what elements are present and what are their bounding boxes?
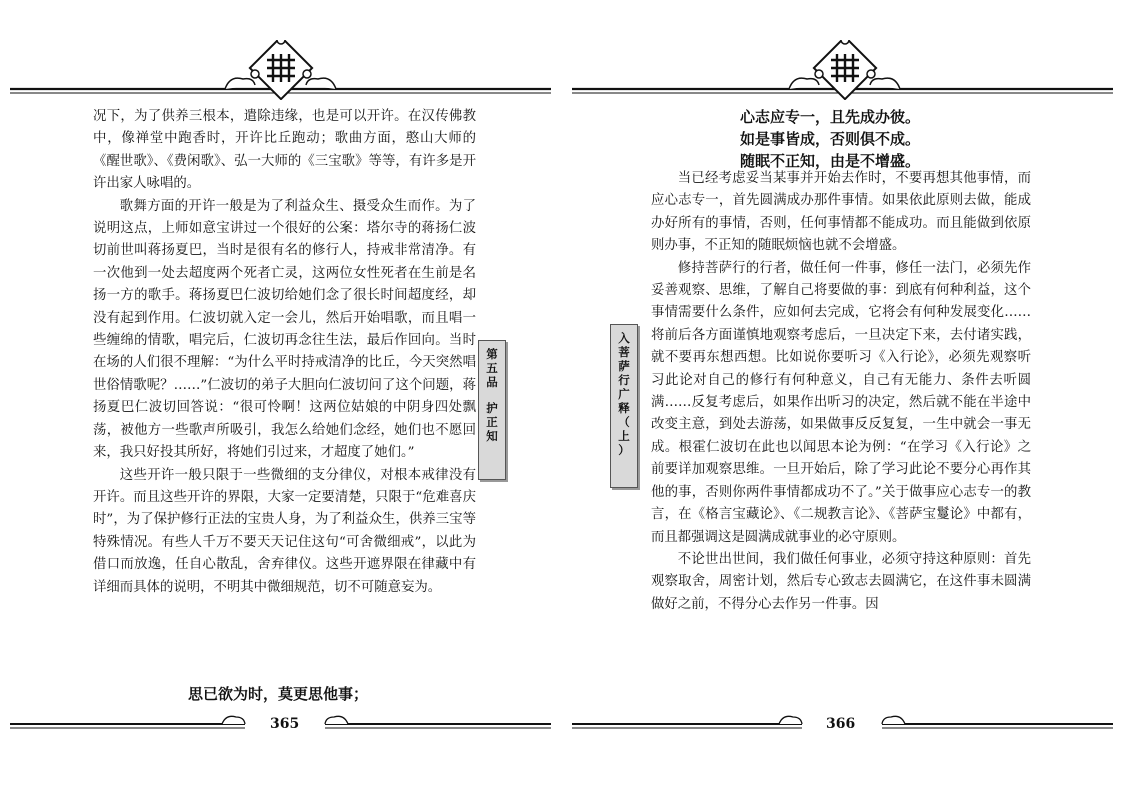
verse-line: 如是事皆成，否则俱不成。 xyxy=(740,130,921,148)
left-header-ornament xyxy=(0,40,561,100)
right-footer xyxy=(562,708,1123,744)
verse-line: 心志应专一，且先成办彼。 xyxy=(740,108,921,126)
tab-char: 上 xyxy=(618,429,630,443)
paragraph: 修持菩萨行的行者，做任何一件事，修任一法门，必须先作妥善观察、思维，了解自己将要做的事：到底有何种利益，这个事情需要什么条件，应如何去完成，它将会有何种发展变化……将前后各方面谨慎地观察考虑后，一旦决定下来，去付诸实践，就不要再东想西想。比如说你要听习《入行论》，必须先观察听习此论对自己的修行有何种意义，自己有无能力、条件去听圆满……反复考虑后，如果作出听习的决定，然后就不能在半途中改变主意，到处去游荡，如果做事反反复复，一生中就会一事无成。根霍仁波切在此也以闻思本论为例：“在学习《入行论》之前要详加观察思维。一旦开始后，除了学习此论不要分心再作其他的事，否则你两件事情都成功不了。”关于做事应心志专一的教言，在《格言宝藏论》、《二规教言论》、《菩萨宝鬘论》中都有，而且都强调这是圆满成就事业的必守原则。 xyxy=(651,260,1031,545)
tab-char: 释 xyxy=(618,401,630,415)
verse-line: 随眠不正知，由是不增盛。 xyxy=(740,152,921,170)
tab-char: 广 xyxy=(618,387,630,401)
tab-char: 菩 xyxy=(618,345,630,359)
tab-char: 正 xyxy=(486,415,498,429)
tab-char: 行 xyxy=(618,373,630,387)
paragraph: 这些开许一般只限于一些微细的支分律仪，对根本戒律没有开许。而且这些开许的界限，大家一定要清楚，只限于“危难喜庆时”，为了保护修行正法的宝贵人身，为了利益众生，供养三宝等特殊情况。有些人千万不要天天记住这句“可舍微细戒”，以此为借口而放逸，任自心散乱，舍弃律仪。这些开遮界限在律藏中有详细而具体的说明，不明其中微细规范，切不可随意妄为。 xyxy=(93,467,476,595)
tab-char: 知 xyxy=(486,429,498,443)
endless-knot-icon xyxy=(0,40,561,100)
left-body-text xyxy=(93,106,476,599)
tab-char: 五 xyxy=(486,361,498,375)
tab-char: （ xyxy=(618,415,630,429)
tab-char: 护 xyxy=(486,401,498,415)
paragraph: 不论世出世间，我们做任何事业，必须守持这种原则：首先观察取舍，周密计划，然后专心致志去圆满它，在这件事未圆满做好之前，不得分心去作另一件事。因 xyxy=(651,551,1031,612)
tab-char: 萨 xyxy=(618,359,630,373)
closing-verse: 思已欲为时，莫更思他事； xyxy=(188,685,369,703)
tab-char: 入 xyxy=(618,331,630,345)
left-footer xyxy=(0,708,561,744)
tab-char: 第 xyxy=(486,347,498,361)
tab-char: 品 xyxy=(486,375,498,389)
chapter-side-tab xyxy=(478,340,506,480)
paragraph: 况下，为了供养三根本，遣除违缘，也是可以开许。在汉传佛教中，像禅堂中跑香时，开许比丘跑动；歌曲方面，憨山大师的《醒世歌》、《费闲歌》、弘一大师的《三宝歌》等等，有许多是开许出家人咏唱的。 xyxy=(93,109,476,192)
paragraph: 歌舞方面的开许一般是为了利益众生、摄受众生而作。为了说明这点，上师如意宝讲过一个很好的公案：塔尔寺的蒋扬仁波切前世叫蒋扬夏巴，当时是很有名的修行人，持戒非常清净。有一次他到一处去超度两个死者亡灵，这两位女性死者在生前是名扬一方的歌手。蒋扬夏巴仁波切给她们念了很长时间超度经，却没有起到作用。仁波切就入定一会儿，然后开始唱歌，而且唱一些缠绵的情歌，唱完后，仁波切再念往生法，最后作回向。当时在场的人们很不理解：“为什么平时持戒清净的比丘，今天突然唱世俗情歌呢？……”仁波切的弟子大胆向仁波切问了这个问题，蒋扬夏巴仁波切回答说：“很可怜啊！这两位姑娘的中阴身四处飘荡，被他方一些歌声所吸引，我怎么给她们念经，她们也不愿回来，我只好投其所好，将她们引过来，才超度了她们。” xyxy=(93,198,476,461)
left-page xyxy=(0,0,561,794)
page-number: 366 xyxy=(826,716,856,732)
endless-knot-icon xyxy=(562,40,1123,100)
tab-char: ） xyxy=(618,443,630,457)
verse-block xyxy=(740,106,980,172)
paragraph: 当已经考虑妥当某事并开始去作时，不要再想其他事情，而应心志专一，首先圆满成办那件事情。如果依此原则去做，能成办好所有的事情，否则，任何事情都不能成功。而且能做到依原则办事，不正知的随眠烦恼也就不会增盛。 xyxy=(651,171,1031,254)
right-header-ornament xyxy=(562,40,1123,100)
book-title-side-tab xyxy=(610,324,638,488)
right-body-text xyxy=(651,168,1031,616)
page-number: 365 xyxy=(270,716,300,732)
